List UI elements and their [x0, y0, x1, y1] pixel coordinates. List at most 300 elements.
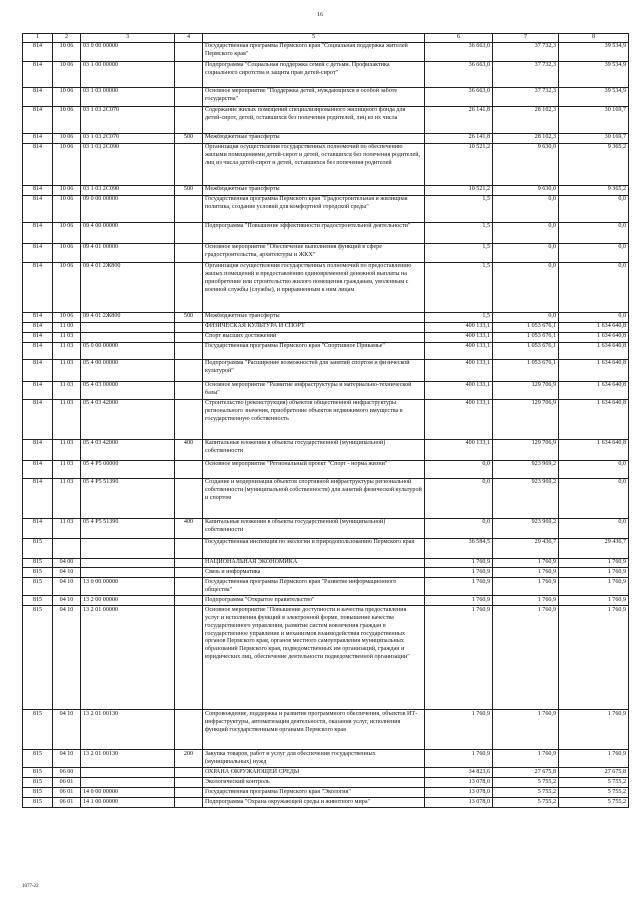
cell-target-article: 05 4 P5 51390 [81, 518, 175, 538]
cell-amount-year-2: 129 706,9 [493, 381, 559, 399]
cell-amount-year-2: 923 969,2 [493, 460, 559, 478]
cell-amount-year-2: 0,0 [493, 222, 559, 243]
cell-section-code: 10 06 [53, 243, 81, 262]
cell-amount-year-1: 0,0 [425, 478, 493, 518]
cell-amount-year-1: 26 141,8 [425, 133, 493, 143]
cell-target-article: 14 1 00 00000 [81, 798, 175, 808]
table-row [23, 185, 629, 195]
cell-section-code: 04 10 [53, 606, 81, 710]
cell-amount-year-2: 1 760,9 [493, 710, 559, 750]
cell-amount-year-3: 0,0 [559, 262, 629, 312]
cell-section-code [53, 538, 81, 558]
cell-section-code: 04 10 [53, 568, 81, 578]
table-row [23, 578, 629, 596]
table-row [23, 322, 629, 332]
cell-ministry-code: 814 [23, 332, 53, 342]
cell-amount-year-2: 1 760,9 [493, 596, 559, 606]
cell-amount-year-2: 0,0 [493, 243, 559, 262]
cell-section-code: 11 03 [53, 460, 81, 478]
cell-amount-year-1: 13 078,0 [425, 778, 493, 788]
cell-description: Связь и информатика [203, 568, 425, 578]
table-row [23, 222, 629, 243]
cell-target-article [81, 558, 175, 568]
cell-amount-year-3: 39 534,9 [559, 42, 629, 61]
cell-section-code: 11 03 [53, 342, 81, 359]
cell-target-article: 03 1 00 00000 [81, 61, 175, 87]
cell-expense-type [175, 222, 203, 243]
cell-section-code: 10 06 [53, 262, 81, 312]
cell-description: Государственная программа Пермского края "Экология" [203, 788, 425, 798]
cell-expense-type [175, 538, 203, 558]
table-row [23, 606, 629, 710]
cell-section-code: 06 01 [53, 798, 81, 808]
cell-description: Организация осуществления государственных полномочий по предоставлению жилых помещений и предоставлению единовременной денежной выплаты на приобретение или строительство жилого помещения гражданам, уволенным с военной службы (службы), и приравненным к ним лицам [203, 262, 425, 312]
cell-ministry-code: 814 [23, 460, 53, 478]
cell-expense-type [175, 262, 203, 312]
cell-target-article: 13 2 01 00130 [81, 750, 175, 768]
cell-expense-type [175, 460, 203, 478]
cell-ministry-code: 814 [23, 312, 53, 322]
column-number: 2 [53, 34, 81, 43]
table-row [23, 312, 629, 322]
cell-amount-year-1: 400 133,1 [425, 359, 493, 381]
cell-section-code: 10 06 [53, 87, 81, 106]
table-row [23, 381, 629, 399]
column-number: 3 [81, 34, 175, 43]
cell-ministry-code: 814 [23, 478, 53, 518]
cell-target-article: 09 4 01 2Ж800 [81, 262, 175, 312]
cell-expense-type [175, 578, 203, 596]
cell-amount-year-1: 0,0 [425, 518, 493, 538]
cell-description: Экологический контроль [203, 778, 425, 788]
cell-target-article: 03 1 03 2С070 [81, 106, 175, 133]
cell-amount-year-2: 1 053 676,1 [493, 332, 559, 342]
cell-description: Организация осуществления государственных полномочий по обеспечению жилыми помещениями детей-сирот и детей, оставшихся без попечения родителей, лиц из числа детей-сирот и детей, оставшихся без попечения родителей [203, 143, 425, 185]
cell-target-article [81, 332, 175, 342]
cell-description: Сопровождение, поддержка и развитие программного обеспечения, объектов ИТ-инфраструктуры, автоматизация деятельности, оказания услуг, исполнения функций государственными органами Пермского края [203, 710, 425, 750]
cell-section-code: 11 03 [53, 399, 81, 439]
cell-description: Основное мероприятие "Поддержка детей, нуждающихся в особой заботе государства" [203, 87, 425, 106]
cell-amount-year-3: 0,0 [559, 243, 629, 262]
cell-amount-year-3: 1 760,9 [559, 606, 629, 710]
cell-ministry-code: 815 [23, 606, 53, 710]
cell-amount-year-3: 1 760,9 [559, 596, 629, 606]
cell-ministry-code: 815 [23, 798, 53, 808]
cell-amount-year-2: 0,0 [493, 262, 559, 312]
cell-amount-year-2: 37 732,3 [493, 61, 559, 87]
table-row [23, 133, 629, 143]
cell-target-article: 13 0 00 00000 [81, 578, 175, 596]
cell-ministry-code: 814 [23, 106, 53, 133]
cell-ministry-code: 815 [23, 788, 53, 798]
table-row [23, 439, 629, 460]
cell-amount-year-1: 36 584,5 [425, 538, 493, 558]
cell-target-article: 09 4 00 00000 [81, 222, 175, 243]
cell-target-article [81, 778, 175, 788]
cell-ministry-code: 814 [23, 143, 53, 185]
table-body [23, 42, 629, 807]
cell-amount-year-2: 37 732,3 [493, 42, 559, 61]
cell-ministry-code: 814 [23, 322, 53, 332]
cell-amount-year-1: 13 078,0 [425, 788, 493, 798]
column-number-row [23, 34, 629, 43]
cell-ministry-code: 815 [23, 578, 53, 596]
cell-ministry-code: 814 [23, 518, 53, 538]
cell-amount-year-3: 1 760,9 [559, 568, 629, 578]
cell-section-code: 06 00 [53, 768, 81, 778]
cell-amount-year-3: 0,0 [559, 312, 629, 322]
cell-description: Основное мероприятие "Региональный проект "Спорт - норма жизни" [203, 460, 425, 478]
cell-ministry-code: 815 [23, 750, 53, 768]
cell-amount-year-2: 5 755,2 [493, 798, 559, 808]
cell-target-article: 03 0 00 00000 [81, 42, 175, 61]
cell-amount-year-1: 1 760,9 [425, 568, 493, 578]
cell-amount-year-2: 27 675,8 [493, 768, 559, 778]
cell-amount-year-2: 129 706,9 [493, 399, 559, 439]
cell-amount-year-2: 9 630,0 [493, 143, 559, 185]
table-row [23, 195, 629, 222]
cell-amount-year-1: 400 133,1 [425, 332, 493, 342]
cell-amount-year-1: 400 133,1 [425, 381, 493, 399]
cell-amount-year-2: 1 760,9 [493, 606, 559, 710]
cell-amount-year-3: 5 755,2 [559, 788, 629, 798]
table-row [23, 596, 629, 606]
cell-description: Основное мероприятие "Обеспечение выполнения функций в сфере градостроительства, архитектуры и ЖКХ" [203, 243, 425, 262]
cell-section-code: 11 03 [53, 478, 81, 518]
table-row [23, 61, 629, 87]
cell-ministry-code: 814 [23, 222, 53, 243]
cell-ministry-code: 814 [23, 61, 53, 87]
cell-amount-year-3: 9 365,2 [559, 143, 629, 185]
cell-amount-year-3: 1 634 640,8 [559, 322, 629, 332]
cell-amount-year-3: 39 534,9 [559, 87, 629, 106]
cell-section-code: 10 06 [53, 42, 81, 61]
cell-amount-year-1: 36 663,0 [425, 61, 493, 87]
cell-amount-year-2: 923 969,2 [493, 518, 559, 538]
cell-amount-year-1: 1 760,9 [425, 578, 493, 596]
cell-amount-year-1: 1,5 [425, 262, 493, 312]
cell-description: Капитальные вложения в объекты государственной (муниципальной) собственности [203, 518, 425, 538]
cell-description: Подпрограмма "Социальная поддержка семей с детьми. Профилактика социального сиротства и защита прав детей-сирот" [203, 61, 425, 87]
cell-description: Государственная программа Пермского края "Социальная поддержка жителей Пермского края" [203, 42, 425, 61]
cell-description: Межбюджетные трансферты [203, 185, 425, 195]
cell-amount-year-2: 1 760,9 [493, 558, 559, 568]
cell-description: Подпрограмма "Открытое правительство" [203, 596, 425, 606]
cell-amount-year-2: 923 969,2 [493, 478, 559, 518]
cell-amount-year-2: 1 760,9 [493, 750, 559, 768]
cell-section-code: 11 00 [53, 322, 81, 332]
cell-amount-year-1: 400 133,1 [425, 399, 493, 439]
table-row [23, 768, 629, 778]
cell-amount-year-3: 1 760,9 [559, 710, 629, 750]
cell-expense-type [175, 710, 203, 750]
table-row [23, 568, 629, 578]
cell-amount-year-3: 1 760,9 [559, 558, 629, 568]
cell-amount-year-2: 28 102,3 [493, 106, 559, 133]
cell-ministry-code: 814 [23, 439, 53, 460]
cell-section-code: 10 06 [53, 61, 81, 87]
cell-amount-year-2: 1 760,9 [493, 578, 559, 596]
cell-target-article: 09 4 01 00000 [81, 243, 175, 262]
cell-expense-type: 400 [175, 518, 203, 538]
cell-amount-year-1: 13 078,0 [425, 798, 493, 808]
cell-description: Межбюджетные трансферты [203, 133, 425, 143]
table-row [23, 788, 629, 798]
cell-amount-year-2: 5 755,2 [493, 788, 559, 798]
table-row [23, 332, 629, 342]
cell-description: Создание и модернизация объектов спортивной инфраструктуры региональной собственности (муниципальной собственности) для занятий физической культурой и спортом [203, 478, 425, 518]
cell-ministry-code: 815 [23, 710, 53, 750]
cell-target-article: 03 1 03 2С090 [81, 143, 175, 185]
cell-amount-year-2: 1 053 676,1 [493, 322, 559, 332]
cell-target-article: 14 0 00 00000 [81, 788, 175, 798]
cell-target-article: 05 4 03 42000 [81, 439, 175, 460]
cell-description: Капитальные вложения в объекты государственной (муниципальной) собственности [203, 439, 425, 460]
cell-ministry-code: 815 [23, 558, 53, 568]
cell-amount-year-2: 28 102,3 [493, 133, 559, 143]
cell-amount-year-1: 34 823,6 [425, 768, 493, 778]
cell-target-article: 05 4 P5 51390 [81, 478, 175, 518]
table-row [23, 750, 629, 768]
cell-ministry-code: 814 [23, 195, 53, 222]
table-row [23, 798, 629, 808]
cell-description: Спорт высших достижений [203, 332, 425, 342]
cell-section-code: 10 06 [53, 106, 81, 133]
cell-description: Содержание жилых помещений специализированного жилищного фонда для детей-сирот, детей, оставшихся без попечения родителей, лиц из их числа [203, 106, 425, 133]
cell-amount-year-3: 5 755,2 [559, 798, 629, 808]
cell-description: Основное мероприятие "Повышение доступности и качества предоставления услуг и исполнения функций в электронной форме, повышение качества государственного управления, развитие систем вовлечения граждан в государственное управление и механизмов взаимодействия государственных органов Пермского края, органов местного самоуправления муниципальных образований Пермского края, подведомственных им организаций, граждан и юридических лиц, обеспечение деятельности подведомственной организации" [203, 606, 425, 710]
cell-amount-year-1: 1,5 [425, 222, 493, 243]
cell-description: Строительство (реконструкция) объектов общественной инфраструктуры регионального значения, приобретение объектов недвижимого имущества в государственную собственность [203, 399, 425, 439]
cell-expense-type [175, 558, 203, 568]
cell-description: Государственная программа Пермского края "Градостроительная и жилищная политика, создание условий для комфортной городской среды" [203, 195, 425, 222]
cell-amount-year-1: 400 133,1 [425, 322, 493, 332]
footer-code: 1077-22 [22, 884, 39, 889]
cell-target-article: 05 4 03 42000 [81, 399, 175, 439]
cell-expense-type [175, 332, 203, 342]
cell-amount-year-3: 27 675,8 [559, 768, 629, 778]
cell-expense-type [175, 87, 203, 106]
cell-section-code: 10 06 [53, 195, 81, 222]
cell-target-article: 05 4 00 00000 [81, 359, 175, 381]
cell-amount-year-1: 10 521,2 [425, 185, 493, 195]
cell-ministry-code: 814 [23, 342, 53, 359]
table-row [23, 359, 629, 381]
cell-amount-year-1: 1 760,9 [425, 558, 493, 568]
cell-amount-year-2: 0,0 [493, 195, 559, 222]
cell-amount-year-1: 0,0 [425, 460, 493, 478]
table-row [23, 243, 629, 262]
cell-expense-type [175, 788, 203, 798]
cell-expense-type [175, 195, 203, 222]
cell-amount-year-3: 1 634 640,8 [559, 381, 629, 399]
cell-expense-type [175, 478, 203, 518]
cell-expense-type [175, 381, 203, 399]
cell-amount-year-2: 37 732,3 [493, 87, 559, 106]
cell-ministry-code: 815 [23, 768, 53, 778]
cell-description: Основное мероприятие "Развитие инфраструктуры и материально-технической базы" [203, 381, 425, 399]
cell-section-code: 11 03 [53, 359, 81, 381]
cell-amount-year-3: 0,0 [559, 478, 629, 518]
table-row [23, 42, 629, 61]
cell-amount-year-2: 5 755,2 [493, 778, 559, 788]
cell-section-code: 11 03 [53, 518, 81, 538]
cell-amount-year-3: 0,0 [559, 222, 629, 243]
cell-description: ОХРАНА ОКРУЖАЮЩЕЙ СРЕДЫ [203, 768, 425, 778]
cell-amount-year-1: 36 663,0 [425, 42, 493, 61]
cell-amount-year-1: 1,5 [425, 243, 493, 262]
cell-ministry-code: 814 [23, 381, 53, 399]
table-row [23, 538, 629, 558]
cell-description: Подпрограмма "Расширение возможностей для занятий спортом и физической культурой" [203, 359, 425, 381]
cell-section-code: 11 03 [53, 381, 81, 399]
cell-section-code: 04 10 [53, 578, 81, 596]
cell-amount-year-1: 26 141,8 [425, 106, 493, 133]
cell-target-article [81, 768, 175, 778]
cell-amount-year-1: 1 760,9 [425, 596, 493, 606]
cell-description: Подпрограмма "Повышение эффективности градостроительной деятельности" [203, 222, 425, 243]
cell-target-article: 13 2 00 00000 [81, 596, 175, 606]
table-row [23, 399, 629, 439]
table-row [23, 262, 629, 312]
cell-section-code: 10 06 [53, 312, 81, 322]
cell-description: ФИЗИЧЕСКАЯ КУЛЬТУРА И СПОРТ [203, 322, 425, 332]
cell-amount-year-3: 30 169,7 [559, 106, 629, 133]
cell-amount-year-2: 9 630,0 [493, 185, 559, 195]
table-row [23, 478, 629, 518]
cell-amount-year-1: 1,5 [425, 195, 493, 222]
cell-section-code: 04 10 [53, 596, 81, 606]
cell-amount-year-3: 9 365,2 [559, 185, 629, 195]
page-number: 16 [317, 12, 323, 18]
cell-section-code: 10 06 [53, 185, 81, 195]
cell-target-article: 09 4 01 2Ж800 [81, 312, 175, 322]
cell-ministry-code: 815 [23, 778, 53, 788]
cell-amount-year-3: 0,0 [559, 460, 629, 478]
cell-target-article: 03 1 03 2С070 [81, 133, 175, 143]
cell-amount-year-3: 5 755,2 [559, 778, 629, 788]
cell-expense-type [175, 768, 203, 778]
cell-amount-year-2: 1 760,9 [493, 568, 559, 578]
cell-expense-type [175, 568, 203, 578]
cell-amount-year-3: 1 634 640,8 [559, 332, 629, 342]
cell-description: Подпрограмма "Охрана окружающей среды и животного мира" [203, 798, 425, 808]
cell-ministry-code: 814 [23, 133, 53, 143]
cell-section-code: 10 06 [53, 222, 81, 243]
cell-expense-type [175, 596, 203, 606]
cell-expense-type [175, 61, 203, 87]
cell-target-article: 05 4 P5 00000 [81, 460, 175, 478]
column-number: 1 [23, 34, 53, 43]
table-row [23, 558, 629, 568]
cell-section-code: 06 01 [53, 778, 81, 788]
cell-amount-year-3: 0,0 [559, 518, 629, 538]
cell-amount-year-1: 10 521,2 [425, 143, 493, 185]
cell-description: Государственная программа Пермского края "Спортивное Прикамье" [203, 342, 425, 359]
table-row [23, 710, 629, 750]
cell-description: Государственная программа Пермского края "Развитие информационного общества" [203, 578, 425, 596]
cell-expense-type [175, 106, 203, 133]
cell-section-code: 04 00 [53, 558, 81, 568]
cell-ministry-code: 814 [23, 359, 53, 381]
table-row [23, 518, 629, 538]
cell-expense-type [175, 798, 203, 808]
cell-amount-year-3: 30 169,7 [559, 133, 629, 143]
column-number: 8 [559, 34, 629, 43]
cell-target-article [81, 568, 175, 578]
cell-expense-type [175, 243, 203, 262]
cell-target-article [81, 538, 175, 558]
cell-ministry-code: 815 [23, 596, 53, 606]
cell-section-code: 04 10 [53, 750, 81, 768]
cell-ministry-code: 815 [23, 538, 53, 558]
cell-amount-year-2: 29 436,7 [493, 538, 559, 558]
cell-ministry-code: 814 [23, 42, 53, 61]
cell-target-article: 13 2 01 00000 [81, 606, 175, 710]
cell-amount-year-3: 29 436,7 [559, 538, 629, 558]
cell-section-code: 10 06 [53, 133, 81, 143]
column-number: 4 [175, 34, 203, 43]
cell-amount-year-1: 1 760,9 [425, 606, 493, 710]
cell-description: Государственная инспекция по экологии и природопользованию Пермского края [203, 538, 425, 558]
cell-expense-type: 400 [175, 439, 203, 460]
cell-description: Межбюджетные трансферты [203, 312, 425, 322]
cell-expense-type [175, 399, 203, 439]
cell-description: НАЦИОНАЛЬНАЯ ЭКОНОМИКА [203, 558, 425, 568]
cell-expense-type: 500 [175, 133, 203, 143]
table-row [23, 778, 629, 788]
cell-amount-year-1: 1 760,9 [425, 750, 493, 768]
cell-amount-year-1: 36 663,0 [425, 87, 493, 106]
cell-ministry-code: 814 [23, 262, 53, 312]
cell-amount-year-3: 0,0 [559, 195, 629, 222]
cell-expense-type [175, 322, 203, 332]
cell-amount-year-1: 400 133,1 [425, 439, 493, 460]
cell-expense-type [175, 42, 203, 61]
cell-amount-year-3: 1 760,9 [559, 578, 629, 596]
table-row [23, 106, 629, 133]
cell-amount-year-1: 1,5 [425, 312, 493, 322]
cell-target-article [81, 322, 175, 332]
cell-expense-type [175, 359, 203, 381]
column-number: 6 [425, 34, 493, 43]
cell-amount-year-3: 1 634 640,8 [559, 439, 629, 460]
cell-expense-type [175, 778, 203, 788]
cell-target-article: 13 2 01 00130 [81, 710, 175, 750]
cell-target-article: 03 1 03 00000 [81, 87, 175, 106]
cell-amount-year-2: 129 706,9 [493, 439, 559, 460]
table-row [23, 87, 629, 106]
cell-expense-type: 200 [175, 750, 203, 768]
column-number: 5 [203, 34, 425, 43]
cell-expense-type: 500 [175, 185, 203, 195]
cell-section-code: 11 03 [53, 332, 81, 342]
table-row [23, 460, 629, 478]
cell-section-code: 11 03 [53, 439, 81, 460]
cell-section-code: 04 10 [53, 710, 81, 750]
cell-ministry-code: 814 [23, 399, 53, 439]
cell-amount-year-1: 1 760,9 [425, 710, 493, 750]
cell-target-article: 09 0 00 00000 [81, 195, 175, 222]
column-number: 7 [493, 34, 559, 43]
cell-ministry-code: 814 [23, 243, 53, 262]
cell-amount-year-3: 1 634 640,8 [559, 399, 629, 439]
cell-amount-year-2: 1 053 676,1 [493, 342, 559, 359]
cell-amount-year-2: 0,0 [493, 312, 559, 322]
cell-target-article: 05 4 03 00000 [81, 381, 175, 399]
cell-ministry-code: 815 [23, 568, 53, 578]
cell-expense-type [175, 143, 203, 185]
